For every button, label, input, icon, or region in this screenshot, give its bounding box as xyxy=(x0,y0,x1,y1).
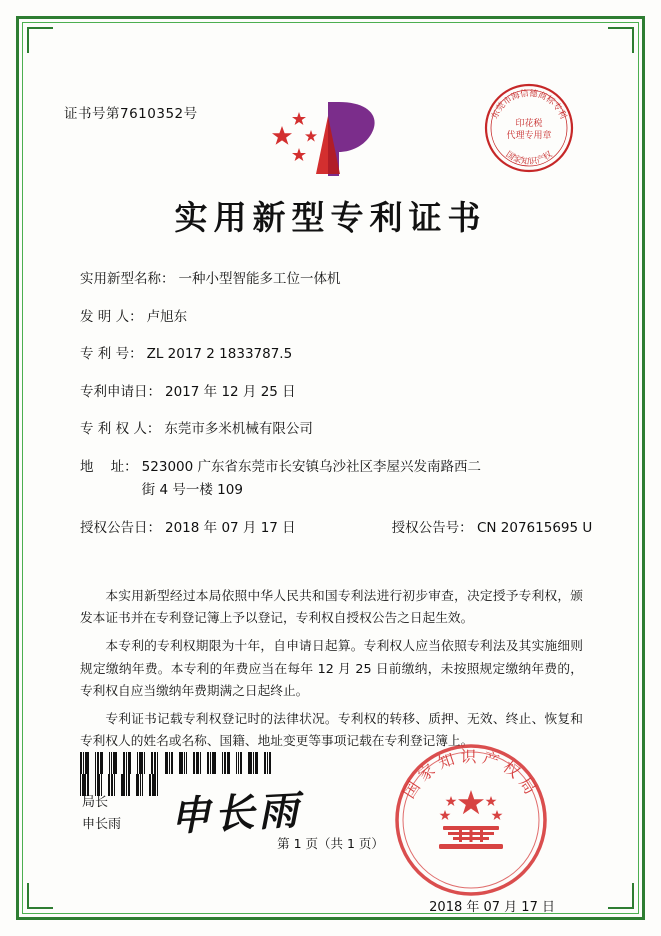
field-row-inventor xyxy=(80,308,593,328)
signature-block xyxy=(82,792,121,836)
legal-text xyxy=(80,585,583,759)
grant-number-group xyxy=(392,519,593,539)
legal-paragraph-3: 专利证书记载专利权登记时的法律状况。专利权的转移、质押、无效、终止、恢复和专利权人的姓名或名称、国籍、地址变更等事项记载在专利登记簿上。 xyxy=(80,711,583,749)
field-value: 东莞市多米机械有限公司 xyxy=(164,421,313,438)
field-value: 一种小型智能多工位一体机 xyxy=(178,271,341,287)
certificate-content xyxy=(40,40,621,915)
field-label: 地 址： xyxy=(80,458,138,475)
field-row-patentee xyxy=(80,420,593,440)
barcode xyxy=(80,752,278,774)
field-row-application-date xyxy=(80,383,593,403)
field-row-utility-model-name xyxy=(80,270,593,290)
field-value: 2017 年 12 月 25 日 xyxy=(165,383,296,400)
field-row-patent-number xyxy=(80,345,593,365)
field-list xyxy=(80,270,593,557)
field-row-address xyxy=(80,458,593,501)
field-label: 专 利 权 人： xyxy=(80,421,161,438)
svg-text:国家知识产权局: 国家知识产权局 xyxy=(399,747,543,802)
grant-number-label: 授权公告号： xyxy=(391,519,473,536)
field-label: 专 利 号： xyxy=(80,346,143,363)
svg-text:印花税: 印花税 xyxy=(515,119,543,129)
field-label: 发 明 人： xyxy=(80,308,143,325)
svg-text:代理专用章: 代理专用章 xyxy=(506,131,552,141)
field-value xyxy=(142,458,481,501)
legal-paragraph-1: 本实用新型经过本局依照中华人民共和国专利法进行初步审查，决定授予专利权，颁发本证书并在专利登记簿上予以登记，专利权自授权公告之日起生效。 xyxy=(80,588,583,626)
address-line-1: 523000 广东省东莞市长安镇乌沙社区李屋兴发南路西二 xyxy=(141,458,481,475)
field-value: 卢旭东 xyxy=(146,308,188,325)
grant-number-value: CN 207615695 U xyxy=(476,519,593,536)
svg-text:国家知识产权: 国家知识产权 xyxy=(503,149,555,168)
page-title: 实用新型专利证书 xyxy=(174,198,487,237)
field-label: 实用新型名称： xyxy=(80,271,175,287)
grant-date-label: 授权公告日： xyxy=(80,519,161,536)
signature-role: 局长 xyxy=(82,795,109,810)
patent-office-logo-icon xyxy=(266,96,396,182)
svg-text:东莞市海信德商标专利: 东莞市海信德商标专利 xyxy=(490,88,568,121)
address-line-2: 街 4 号一楼 109 xyxy=(141,482,243,499)
grant-date-value: 2018 年 07 月 17 日 xyxy=(165,519,296,536)
official-seal-icon xyxy=(391,740,551,900)
page-footer: 第 1 页（共 1 页） xyxy=(277,836,384,851)
field-row-grant-announcement xyxy=(80,519,593,539)
agency-stamp-icon xyxy=(483,82,575,174)
signature-name: 申长雨 xyxy=(82,817,122,833)
seal-date: 2018 年 07 月 17 日 xyxy=(429,900,555,915)
certificate-number: 证书号第7610352号 xyxy=(64,106,198,122)
handwritten-signature: 申长雨 xyxy=(169,786,304,841)
field-value: ZL 2017 2 1833787.5 xyxy=(146,346,293,363)
legal-paragraph-2: 本专利的专利权期限为十年，自申请日起算。专利权人应当依照专利法及其实施细则规定缴纳年费。本专利的年费应当在每年 12 月 25 日前缴纳，未按照规定缴纳年费的，专利权自应当缴纳年费期满之日起终止。 xyxy=(80,638,583,698)
field-label: 专利申请日： xyxy=(80,383,161,400)
